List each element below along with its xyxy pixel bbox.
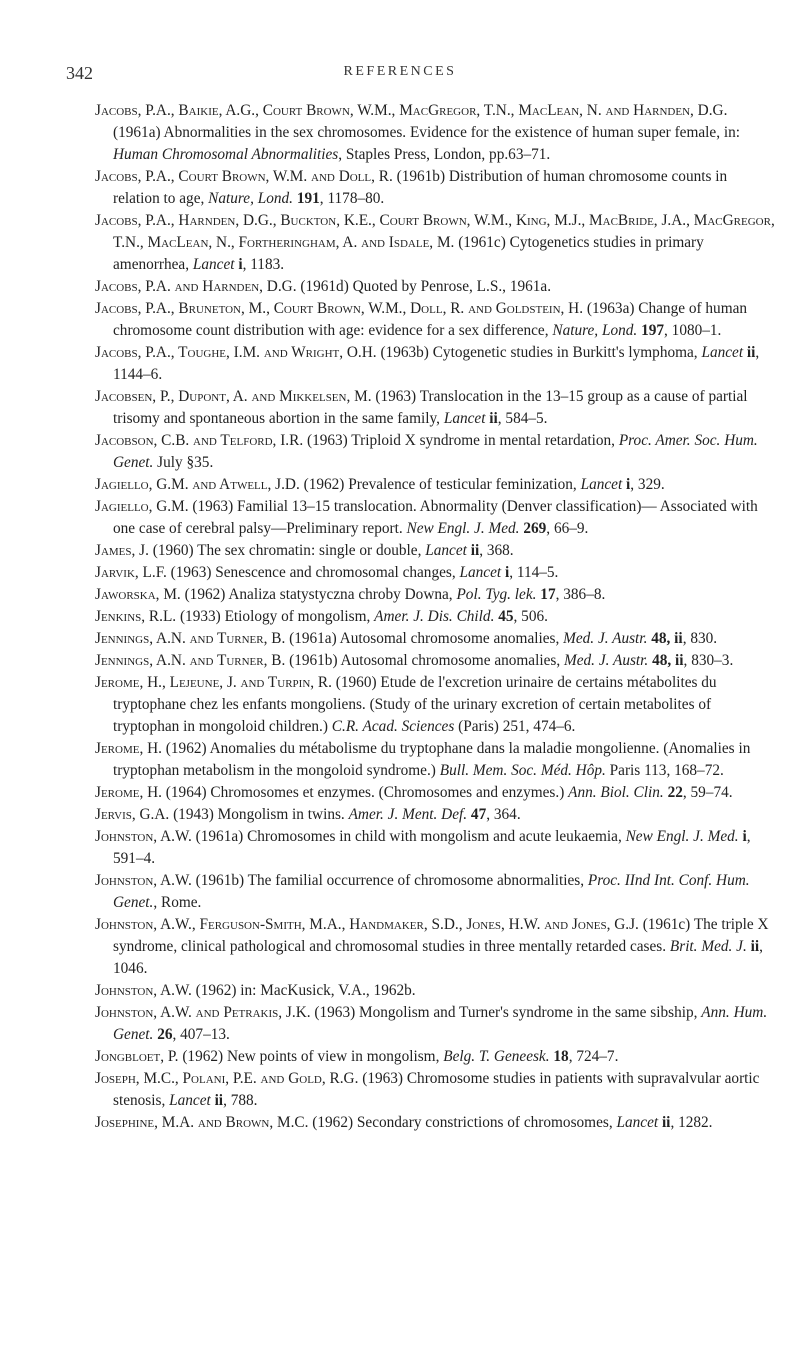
reference-authors: Jacobsen, P., Dupont, A. and Mikkelsen, M. xyxy=(95,388,372,405)
reference-pages: , 1178–80. xyxy=(319,190,385,207)
reference-journal: Lancet xyxy=(616,1114,659,1131)
reference-pages: , 368. xyxy=(479,542,514,559)
reference-authors: Jenkins, R.L. xyxy=(95,608,177,625)
reference-text: (1961c) Cytogenetics studies in primary amenorrhea, xyxy=(113,234,704,273)
reference-authors: Johnston, A.W. xyxy=(95,828,192,845)
reference-list xyxy=(95,100,775,1134)
reference-entry xyxy=(95,298,775,342)
reference-pages: , Staples Press, London, pp.63–71. xyxy=(338,146,551,163)
reference-journal: Ann. Hum. Genet. xyxy=(113,1004,768,1043)
reference-entry xyxy=(95,474,775,496)
reference-entry xyxy=(95,1002,775,1046)
reference-authors: Joseph, M.C., Polani, P.E. and Gold, R.G. xyxy=(95,1070,359,1087)
reference-text: (1962) in: MacKusick, V.A., 1962b. xyxy=(191,982,416,999)
reference-journal: Human Chromosomal Abnormalities xyxy=(113,146,339,163)
reference-text: (1960) Etude de l'excretion urinaire de certains métabolites du tryptophane chez les enfants mongoliens. (Study of the urinary excretion of certain metabolites of tryptophan in mongoloid children.) xyxy=(113,674,717,735)
reference-authors: Jacobson, C.B. and Telford, I.R. xyxy=(95,432,304,449)
reference-entry xyxy=(95,1112,775,1134)
reference-journal: Lancet xyxy=(425,542,467,559)
reference-journal: Lancet xyxy=(192,256,235,273)
reference-text: (1962) New points of view in mongolism, xyxy=(178,1048,444,1065)
reference-pages: , 1282. xyxy=(670,1114,713,1131)
reference-text: (1961b) The familial occurrence of chromosome abnormalities, xyxy=(191,872,588,889)
reference-pages: , 66–9. xyxy=(546,520,589,537)
reference-entry xyxy=(95,738,775,782)
reference-entry xyxy=(95,606,775,628)
reference-volume: i xyxy=(504,564,510,581)
reference-journal: Nature, Lond. xyxy=(552,322,638,339)
reference-pages: (Paris) 251, 474–6. xyxy=(454,718,576,735)
reference-text: (1961a) Chromosomes in child with mongolism and acute leukaemia, xyxy=(191,828,626,845)
reference-authors: Jagiello, G.M. and Atwell, J.D. xyxy=(95,476,300,493)
reference-pages: , Rome. xyxy=(153,894,202,911)
reference-text: (1964) Chromosomes et enzymes. (Chromosomes and enzymes.) xyxy=(161,784,569,801)
reference-authors: Jacobs, P.A., Bruneton, M., Court Brown, W.M., Doll, R. and Goldstein, H. xyxy=(95,300,584,317)
reference-pages: Paris 113, 168–72. xyxy=(605,762,724,779)
reference-entry xyxy=(95,496,775,540)
reference-volume: 48, ii xyxy=(651,630,683,647)
reference-journal: Belg. T. Geneesk. xyxy=(443,1048,550,1065)
reference-pages: , 386–8. xyxy=(555,586,606,603)
reference-authors: Johnston, A.W. xyxy=(95,872,192,889)
reference-journal: Amer. J. Ment. Def. xyxy=(348,806,468,823)
reference-journal: New Engl. J. Med. xyxy=(406,520,520,537)
reference-journal: Bull. Mem. Soc. Méd. Hôp. xyxy=(439,762,606,779)
reference-journal: Ann. Biol. Clin. xyxy=(568,784,664,801)
reference-authors: Jongbloet, P. xyxy=(95,1048,179,1065)
reference-authors: Jacobs, P.A., Harnden, D.G., Buckton, K.E., Court Brown, W.M., King, M.J., MacBride, J.A., MacGregor, T.N., MacLean, N., Fortheringham, A. and Isdale, M. xyxy=(95,212,775,251)
page-header xyxy=(0,63,800,87)
reference-volume: 22 xyxy=(667,784,683,801)
reference-authors: Josephine, M.A. and Brown, M.C. xyxy=(95,1114,309,1131)
reference-journal: Lancet xyxy=(459,564,502,581)
reference-pages: , 329. xyxy=(630,476,665,493)
reference-pages: , 1080–1. xyxy=(664,322,722,339)
reference-pages: , 364. xyxy=(486,806,521,823)
reference-journal: Lancet xyxy=(701,344,744,361)
reference-volume: 48, ii xyxy=(652,652,684,669)
reference-text: (1963) Chromosome studies in patients with supravalvular aortic stenosis, xyxy=(113,1070,760,1109)
reference-entry xyxy=(95,672,775,738)
reference-volume: ii xyxy=(661,1114,671,1131)
reference-volume: ii xyxy=(489,410,498,427)
reference-authors: Jacobs, P.A., Baikie, A.G., Court Brown, W.M., MacGregor, T.N., MacLean, N. and Harnden, D.G. xyxy=(95,102,728,119)
reference-text: (1963) Senescence and chromosomal changes, xyxy=(166,564,460,581)
reference-text: (1961c) The triple X syndrome, clinical pathological and chromosomal studies in three mentally retarded cases. xyxy=(113,916,769,955)
reference-entry xyxy=(95,386,775,430)
reference-authors: James, J. xyxy=(95,542,149,559)
reference-authors: Johnston, A.W. xyxy=(95,982,192,999)
reference-authors: Jerome, H., Lejeune, J. and Turpin, R. xyxy=(95,674,332,691)
reference-text: (1961a) Abnormalities in the sex chromosomes. Evidence for the existence of human super female, in: xyxy=(113,124,740,141)
reference-entry xyxy=(95,342,775,386)
reference-journal: Lancet xyxy=(169,1092,211,1109)
reference-volume: 191 xyxy=(296,190,320,207)
reference-pages: , 59–74. xyxy=(682,784,733,801)
reference-pages: , 788. xyxy=(223,1092,258,1109)
reference-journal: Lancet xyxy=(580,476,623,493)
reference-pages: , 1046. xyxy=(113,938,763,977)
reference-entry xyxy=(95,1046,775,1068)
reference-volume: i xyxy=(238,256,243,273)
reference-volume: ii xyxy=(214,1092,224,1109)
reference-entry xyxy=(95,1068,775,1112)
reference-entry xyxy=(95,650,775,672)
reference-text: (1963) Familial 13–15 translocation. Abnormality (Denver classification)— Associated with one case of cerebral palsy—Preliminary report. xyxy=(113,498,758,537)
reference-journal: Pol. Tyg. lek. xyxy=(456,586,537,603)
reference-pages: , 591–4. xyxy=(113,828,751,867)
reference-volume: 26 xyxy=(157,1026,173,1043)
running-head: REFERENCES xyxy=(343,64,457,79)
reference-text: (1963) Mongolism and Turner's syndrome in the same sibship, xyxy=(310,1004,702,1021)
reference-authors: Johnston, A.W., Ferguson-Smith, M.A., Handmaker, S.D., Jones, H.W. and Jones, G.J. xyxy=(95,916,639,933)
reference-entry xyxy=(95,870,775,914)
reference-text: (1963b) Cytogenetic studies in Burkitt's lymphoma, xyxy=(376,344,702,361)
reference-authors: Jacobs, P.A., Toughe, I.M. and Wright, O.H. xyxy=(95,344,377,361)
reference-authors: Jacobs, P.A., Court Brown, W.M. and Doll, R. xyxy=(95,168,393,185)
reference-entry xyxy=(95,584,775,606)
reference-journal: Nature, Lond. xyxy=(208,190,294,207)
reference-journal: Amer. J. Dis. Child. xyxy=(374,608,495,625)
reference-volume: 269 xyxy=(523,520,547,537)
reference-volume: i xyxy=(742,828,747,845)
reference-journal: Med. J. Austr. xyxy=(563,652,649,669)
reference-authors: Jarvik, L.F. xyxy=(95,564,167,581)
reference-journal: Brit. Med. J. xyxy=(669,938,747,955)
reference-text: (1960) The sex chromatin: single or double, xyxy=(148,542,426,559)
reference-pages: , 830–3. xyxy=(683,652,734,669)
reference-volume: ii xyxy=(470,542,480,559)
reference-text: (1963) Triploid X syndrome in mental retardation, xyxy=(303,432,619,449)
reference-volume: ii xyxy=(750,938,760,955)
reference-pages: July §35. xyxy=(153,454,214,471)
reference-journal: Proc. Amer. Soc. Hum. Genet. xyxy=(113,432,758,471)
reference-entry xyxy=(95,980,775,1002)
reference-text: (1962) Analiza statystyczna chroby Downa, xyxy=(180,586,457,603)
reference-entry xyxy=(95,276,775,298)
reference-text: (1961b) Autosomal chromosome anomalies, xyxy=(285,652,564,669)
reference-journal: Proc. IInd Int. Conf. Hum. Genet. xyxy=(113,872,750,911)
reference-entry xyxy=(95,166,775,210)
reference-volume: 17 xyxy=(540,586,556,603)
reference-authors: Jagiello, G.M. xyxy=(95,498,189,515)
reference-pages: , 506. xyxy=(513,608,548,625)
reference-entry xyxy=(95,100,775,166)
reference-authors: Jennings, A.N. and Turner, B. xyxy=(95,630,286,647)
reference-authors: Jerome, H. xyxy=(95,784,162,801)
reference-text: (1963a) Change of human chromosome count distribution with age: evidence for a sex difference, xyxy=(113,300,748,339)
reference-pages: , 407–13. xyxy=(172,1026,230,1043)
reference-volume: 18 xyxy=(553,1048,569,1065)
reference-pages: , 584–5. xyxy=(497,410,548,427)
reference-journal: New Engl. J. Med. xyxy=(625,828,739,845)
reference-entry xyxy=(95,210,775,276)
reference-text: (1961d) Quoted by Penrose, L.S., 1961a. xyxy=(296,278,552,295)
reference-authors: Jervis, G.A. xyxy=(95,806,170,823)
reference-pages: , 1144–6. xyxy=(113,344,760,383)
reference-entry xyxy=(95,430,775,474)
reference-entry xyxy=(95,826,775,870)
reference-pages: , 114–5. xyxy=(509,564,559,581)
page-number: 342 xyxy=(66,63,93,83)
reference-volume: 47 xyxy=(470,806,487,823)
reference-volume: 45 xyxy=(498,608,514,625)
reference-text: (1943) Mongolism in twins. xyxy=(169,806,349,823)
reference-authors: Jacobs, P.A. and Harnden, D.G. xyxy=(95,278,297,295)
reference-pages: , 1183. xyxy=(242,256,285,273)
reference-pages: , 724–7. xyxy=(568,1048,619,1065)
reference-volume: 197 xyxy=(641,322,665,339)
reference-entry xyxy=(95,540,775,562)
reference-text: (1962) Secondary constrictions of chromosomes, xyxy=(308,1114,617,1131)
reference-text: (1961b) Distribution of human chromosome counts in relation to age, xyxy=(113,168,728,207)
reference-entry xyxy=(95,914,775,980)
reference-text: (1961a) Autosomal chromosome anomalies, xyxy=(285,630,564,647)
reference-entry xyxy=(95,562,775,584)
reference-authors: Jennings, A.N. and Turner, B. xyxy=(95,652,286,669)
reference-text: (1963) Translocation in the 13–15 group as a cause of partial trisomy and spontaneous abortion in the same family, xyxy=(113,388,748,427)
reference-entry xyxy=(95,782,775,804)
reference-text: (1962) Prevalence of testicular feminization, xyxy=(299,476,581,493)
reference-pages: , 830. xyxy=(682,630,718,647)
reference-journal: C.R. Acad. Sciences xyxy=(331,718,455,735)
reference-authors: Jaworska, M. xyxy=(95,586,181,603)
reference-journal: Lancet xyxy=(443,410,486,427)
reference-entry xyxy=(95,804,775,826)
reference-authors: Jerome, H. xyxy=(95,740,162,757)
reference-volume: ii xyxy=(746,344,756,361)
reference-entry xyxy=(95,628,775,650)
reference-authors: Johnston, A.W. and Petrakis, J.K. xyxy=(95,1004,311,1021)
reference-volume: i xyxy=(626,476,631,493)
reference-text: (1962) Anomalies du métabolisme du tryptophane dans la maladie mongolienne. (Anomalies in tryptophan metabolism in the mongoloid syndrome.) xyxy=(113,740,751,779)
reference-journal: Med. J. Austr. xyxy=(563,630,648,647)
reference-text: (1933) Etiology of mongolism, xyxy=(176,608,375,625)
